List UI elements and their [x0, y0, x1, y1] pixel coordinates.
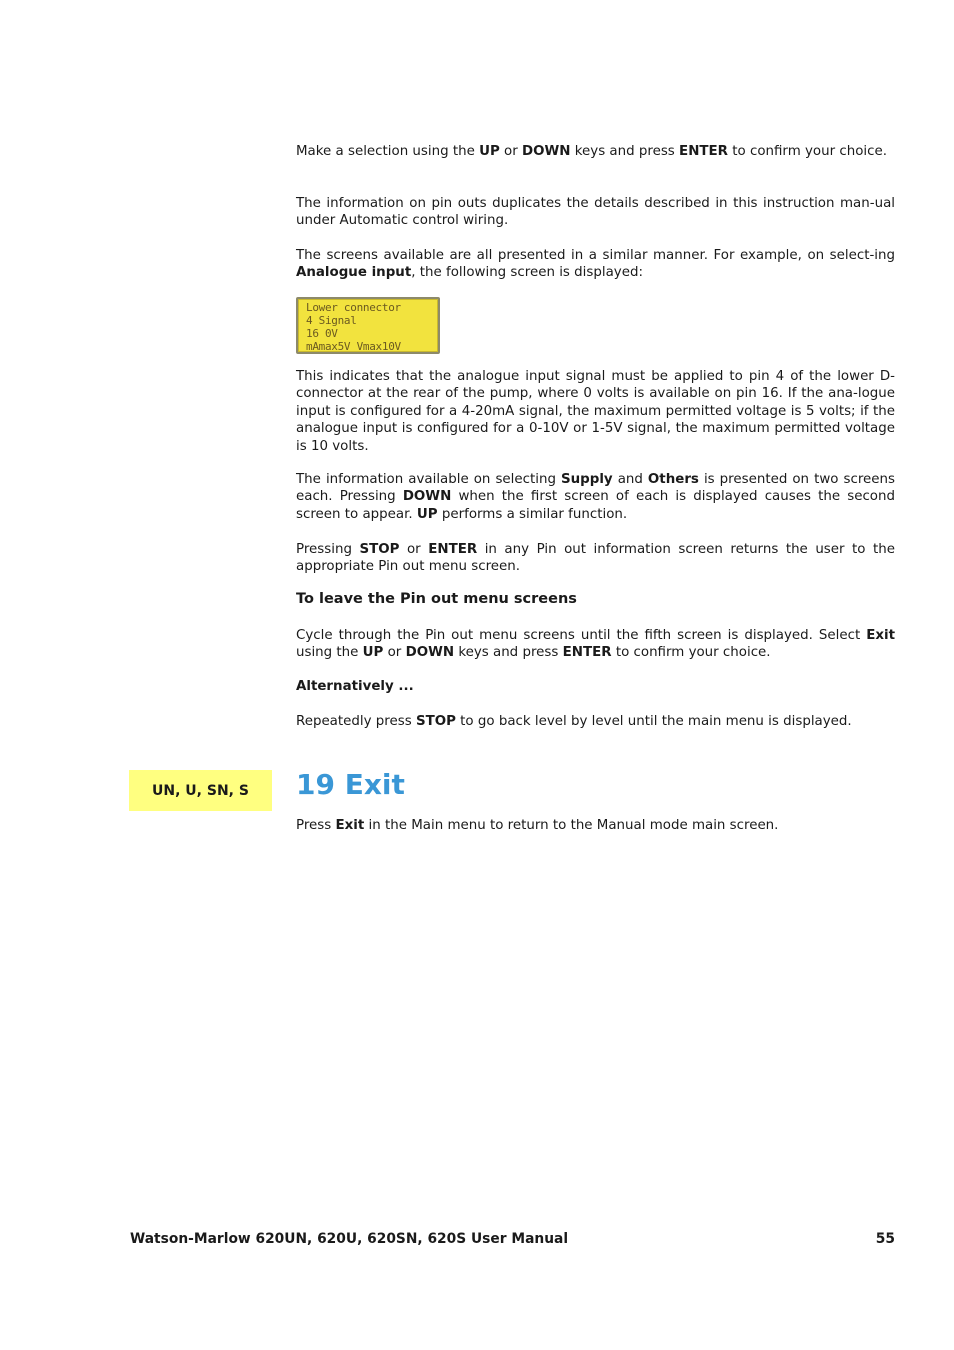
bold-keyword: DOWN	[405, 645, 455, 661]
lcd-line-4: mAmax5V Vmax10V	[306, 340, 401, 353]
bold-keyword: UP	[362, 645, 384, 661]
page-footer	[130, 1231, 895, 1247]
bold-keyword: DOWN	[522, 144, 571, 159]
bold-keyword: STOP	[415, 714, 456, 729]
para-pressing-stop: Pressing STOP or ENTER in any Pin out information screen returns the user to the appropriate Pin out menu screen.	[296, 542, 895, 575]
para-press-exit: Press Exit in the Main menu to return to the Manual mode main screen.	[296, 818, 779, 833]
lcd-screen-image	[296, 297, 440, 354]
footer-title: Watson-Marlow 620UN, 620U, 620SN, 620S User Manual	[130, 1231, 569, 1247]
para-pin-outs-info: The information on pin outs duplicates the details described in this instruction man-ual under Automatic control wiring.	[296, 196, 895, 229]
bold-keyword: Exit	[335, 818, 365, 833]
bold-keyword: Supply	[560, 472, 613, 487]
lcd-line-3: 16 0V	[306, 327, 338, 340]
bold-keyword: Others	[647, 472, 699, 487]
lcd-line-1: Lower connector	[306, 301, 401, 314]
para-analogue-explanation: This indicates that the analogue input signal must be applied to pin 4 of the lower D-connector at the rear of the pump, where 0 volts is available on pin 16. If the ana-logue input is configured for a 4-20mA signal, the maximum permitted voltage is 5 volts; if the analogue input is configured for a 0-10V or 1-5V signal, the maximum permitted voltage is 10 volts.	[296, 369, 895, 454]
bold-keyword: Analogue input	[296, 265, 412, 281]
para-make-selection: Make a selection using the UP or DOWN keys and press ENTER to confirm your choice.	[296, 144, 887, 159]
page-number: 55	[875, 1231, 895, 1247]
para-cycle-through: Cycle through the Pin out menu screens until the fifth screen is displayed. Select Exit using the UP or DOWN keys and press ENTER to confirm your choice.	[296, 628, 895, 661]
model-badge: UN, U, SN, S	[129, 770, 272, 811]
bold-keyword: ENTER	[562, 645, 612, 661]
bold-keyword: UP	[479, 144, 500, 159]
bold-keyword: DOWN	[402, 489, 452, 505]
lcd-line-2: 4 Signal	[306, 314, 357, 327]
para-screens-available: The screens available are all presented in a similar manner. For example, on select-ing Analogue input, the following screen is displayed:	[296, 248, 895, 281]
bold-keyword: ENTER	[428, 542, 478, 557]
bold-keyword: STOP	[359, 542, 400, 557]
section-heading: 19 Exit	[296, 768, 405, 801]
bold-keyword: Exit	[866, 628, 895, 643]
para-supply-others: The information available on selecting Supply and Others is presented on two screens each. Pressing DOWN when the first screen of each is displayed causes the second screen to appear. UP performs a similar function.	[296, 472, 895, 522]
bold-keyword: ENTER	[679, 144, 728, 159]
subheading-leave-pin-out: To leave the Pin out menu screens	[296, 591, 577, 607]
para-repeatedly-press: Repeatedly press STOP to go back level by level until the main menu is displayed.	[296, 714, 852, 729]
bold-keyword: UP	[416, 506, 438, 522]
alternatively-label: Alternatively ...	[296, 679, 414, 694]
